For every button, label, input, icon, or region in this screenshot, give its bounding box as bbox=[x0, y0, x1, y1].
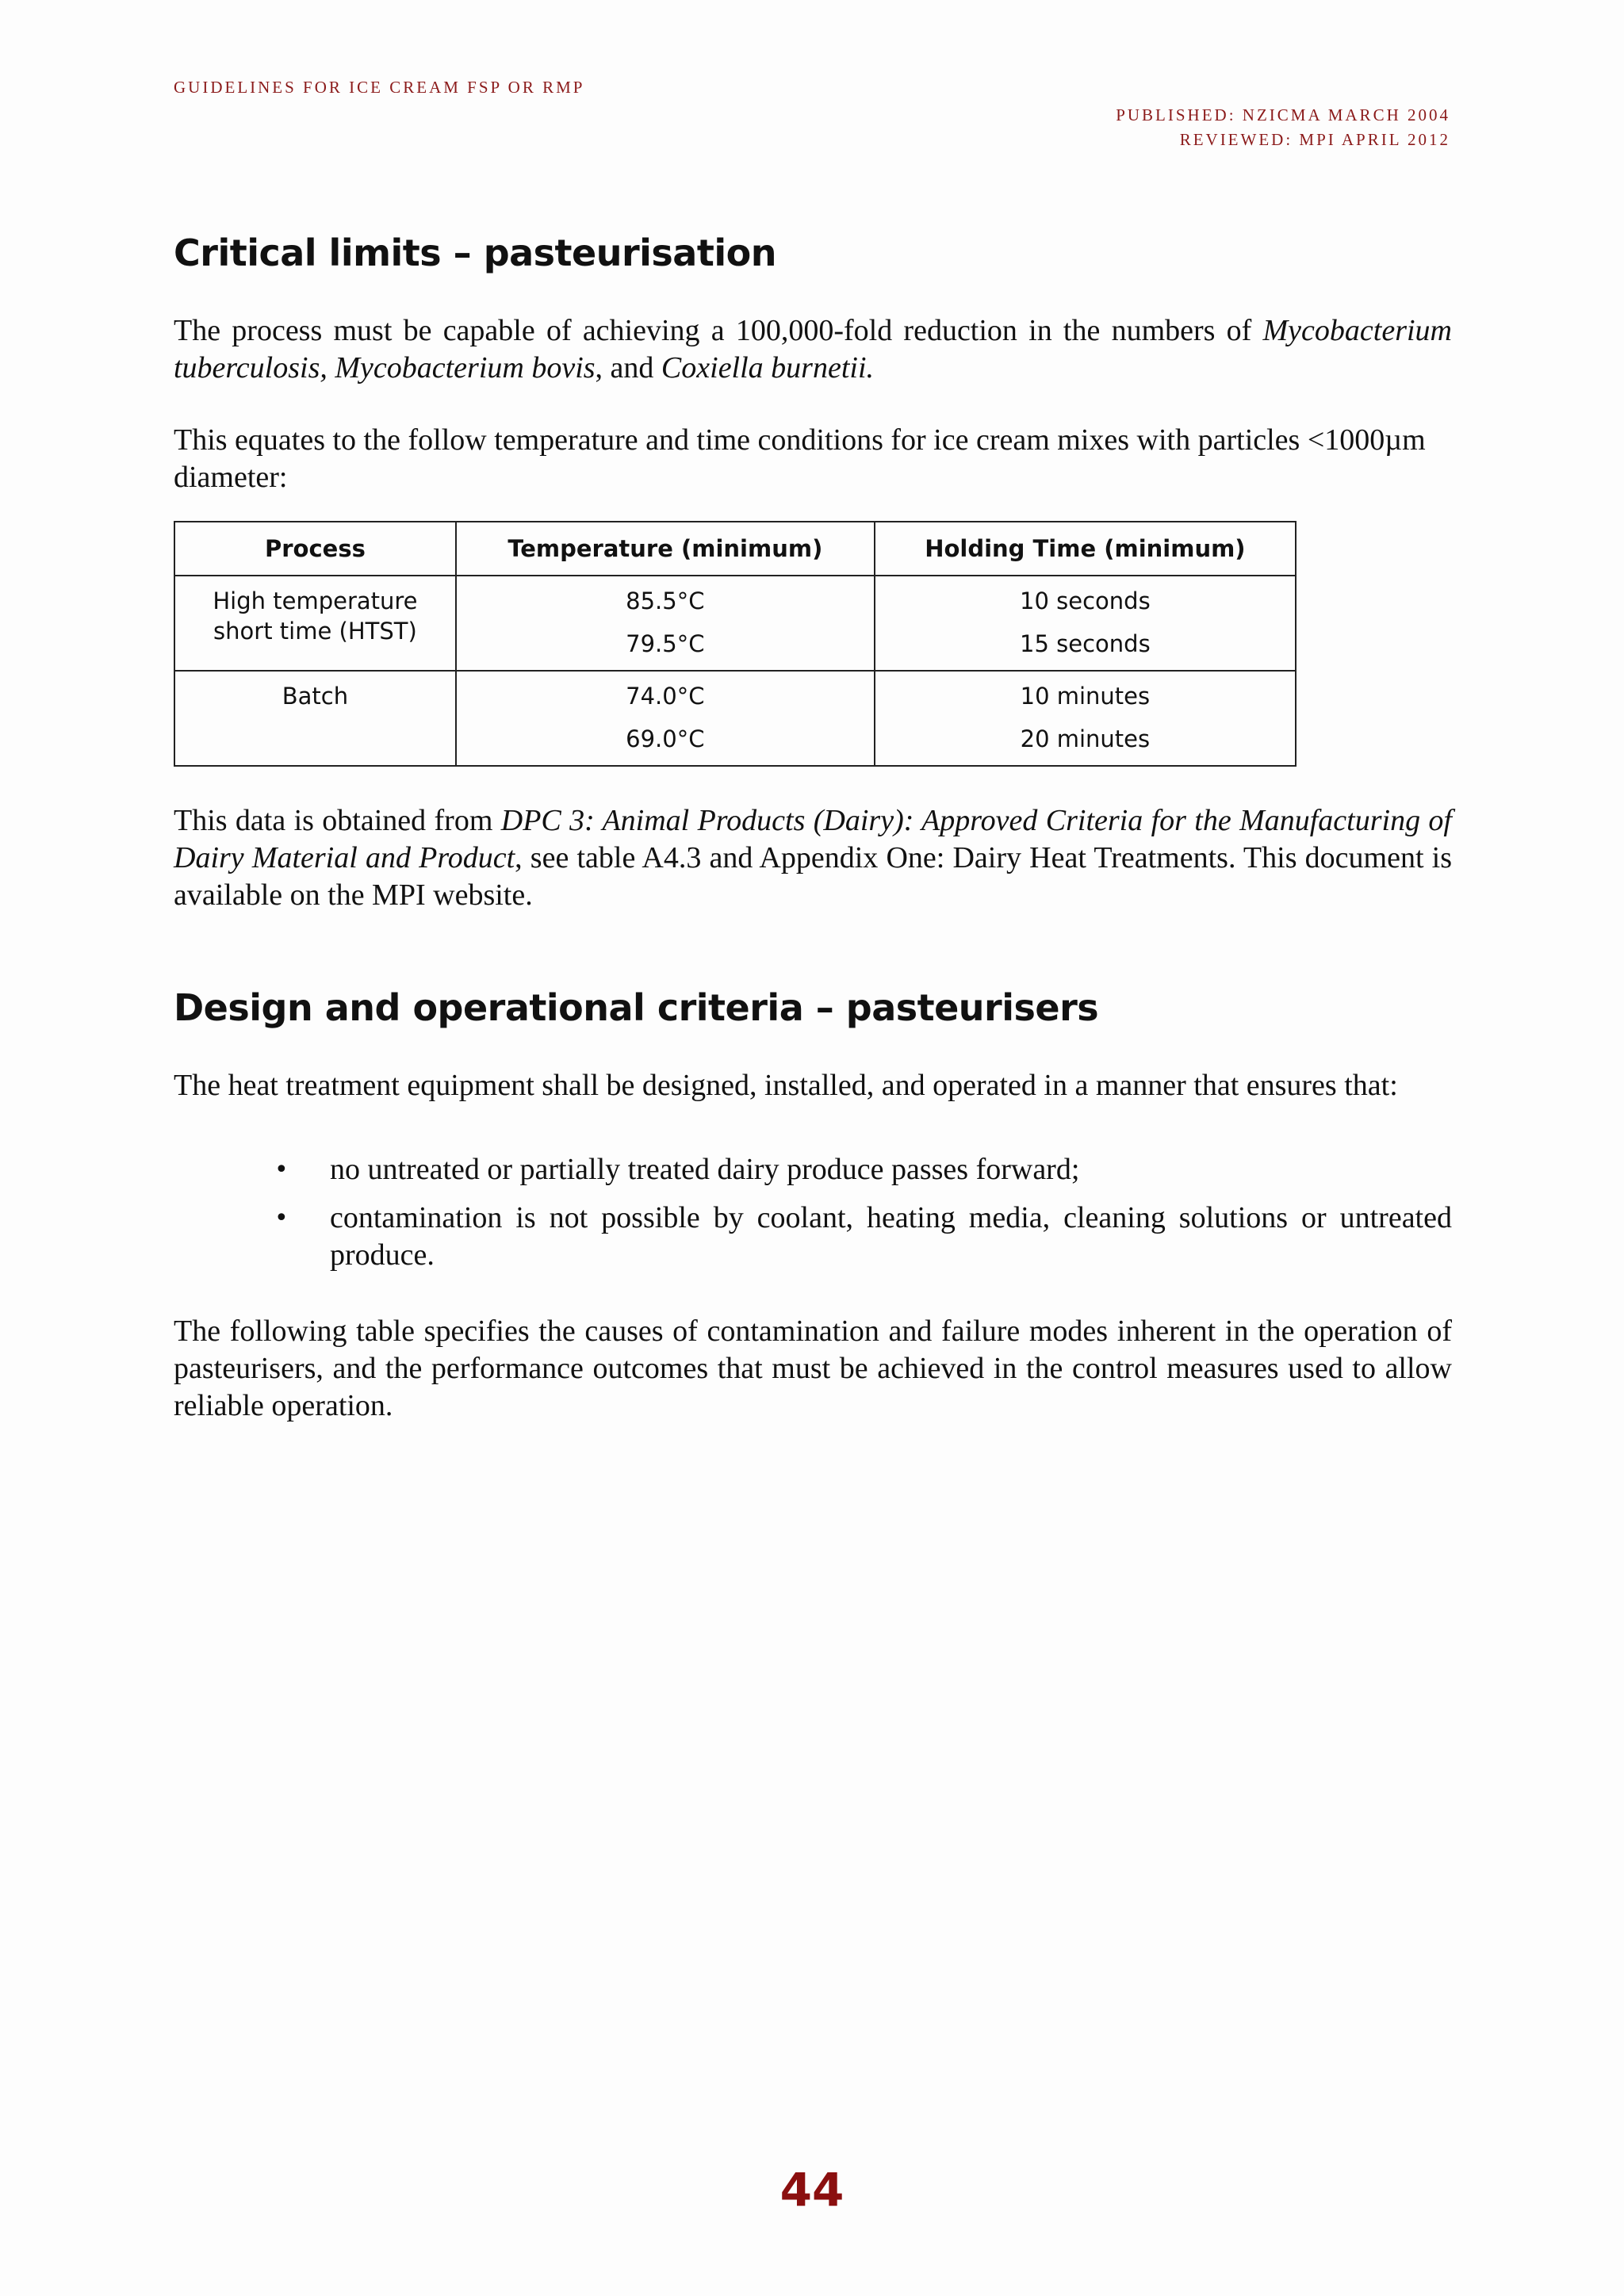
temperature-value: 85.5°C bbox=[626, 587, 705, 614]
list-item bbox=[174, 1200, 1452, 1274]
holding-time-cell bbox=[875, 576, 1296, 671]
paragraph-conditions: This equates to the follow temperature and time conditions for ice cream mixes with particles <1000µm diameter: bbox=[174, 423, 1426, 494]
text-run: , see table A4.3 and Appendix One: Dairy Heat Treatments. This document is available on the MPI website. bbox=[174, 841, 1453, 912]
list-item bbox=[174, 1151, 1452, 1188]
paragraph-reduction bbox=[174, 312, 1452, 387]
section-heading-critical-limits: Critical limits – pasteurisation bbox=[174, 232, 776, 274]
column-header-process: Process bbox=[174, 522, 456, 576]
list-item-text: no untreated or partially treated dairy produce passes forward; bbox=[330, 1153, 1080, 1186]
temperature-value: 74.0°C bbox=[626, 683, 705, 710]
italic-organisms: Mycobacterium tuberculosis, Mycobacterium bovis bbox=[174, 314, 1452, 385]
holding-time-value: 10 minutes bbox=[1020, 683, 1151, 710]
paragraph-data-source bbox=[174, 802, 1452, 914]
process-label: High temperature short time (HTST) bbox=[213, 587, 418, 645]
published-line: PUBLISHED: NZICMA MARCH 2004 bbox=[1116, 105, 1450, 124]
holding-time-cell bbox=[875, 671, 1296, 766]
text-run: The process must be capable of achieving a 100,000-fold reduction in the numbers of bbox=[174, 314, 1263, 347]
holding-time-value: 15 seconds bbox=[1020, 630, 1151, 657]
temperature-value: 69.0°C bbox=[626, 725, 705, 752]
process-cell bbox=[174, 576, 456, 671]
reviewed-line: REVIEWED: MPI APRIL 2012 bbox=[1179, 130, 1450, 149]
column-header-temperature: Temperature (minimum) bbox=[456, 522, 875, 576]
table-row bbox=[174, 576, 1296, 671]
holding-time-value: 20 minutes bbox=[1020, 725, 1151, 752]
process-label: Batch bbox=[282, 683, 349, 710]
section-heading-design-criteria: Design and operational criteria – pasteurisers bbox=[174, 986, 1099, 1029]
table-row bbox=[174, 671, 1296, 766]
requirements-list bbox=[174, 1151, 1452, 1285]
bullet-icon: • bbox=[274, 1204, 289, 1232]
temperature-cell bbox=[456, 671, 875, 766]
table-header-row bbox=[174, 522, 1296, 576]
paragraph-following-table: The following table specifies the causes of contamination and failure modes inherent in the operation of pasteurisers, and the performance outcomes that must be achieved in the control measures used to allow reliable operation. bbox=[174, 1314, 1452, 1422]
italic-coxiella: Coxiella burnetii. bbox=[661, 351, 874, 385]
italic-dpc-reference: DPC 3: Animal Products (Dairy): Approved Criteria for the Manufacturing of Dairy Material and Product bbox=[174, 804, 1452, 874]
text-run: , and bbox=[595, 351, 661, 385]
process-cell bbox=[174, 671, 456, 766]
temperature-cell bbox=[456, 576, 875, 671]
bullet-icon: • bbox=[274, 1156, 289, 1184]
column-header-holding-time: Holding Time (minimum) bbox=[875, 522, 1296, 576]
list-item-text: contamination is not possible by coolant, heating media, cleaning solutions or untreated produce. bbox=[330, 1201, 1452, 1272]
holding-time-value: 10 seconds bbox=[1020, 587, 1151, 614]
pasteurisation-table bbox=[174, 521, 1297, 767]
paragraph-equipment: The heat treatment equipment shall be designed, installed, and operated in a manner that ensures that: bbox=[174, 1069, 1398, 1102]
page-number: 44 bbox=[779, 2163, 845, 2217]
running-header-publication bbox=[1116, 103, 1450, 152]
temperature-value: 79.5°C bbox=[626, 630, 705, 657]
running-header-title: GUIDELINES FOR ICE CREAM FSP OR RMP bbox=[174, 78, 585, 97]
text-run: This data is obtained from bbox=[174, 804, 501, 837]
